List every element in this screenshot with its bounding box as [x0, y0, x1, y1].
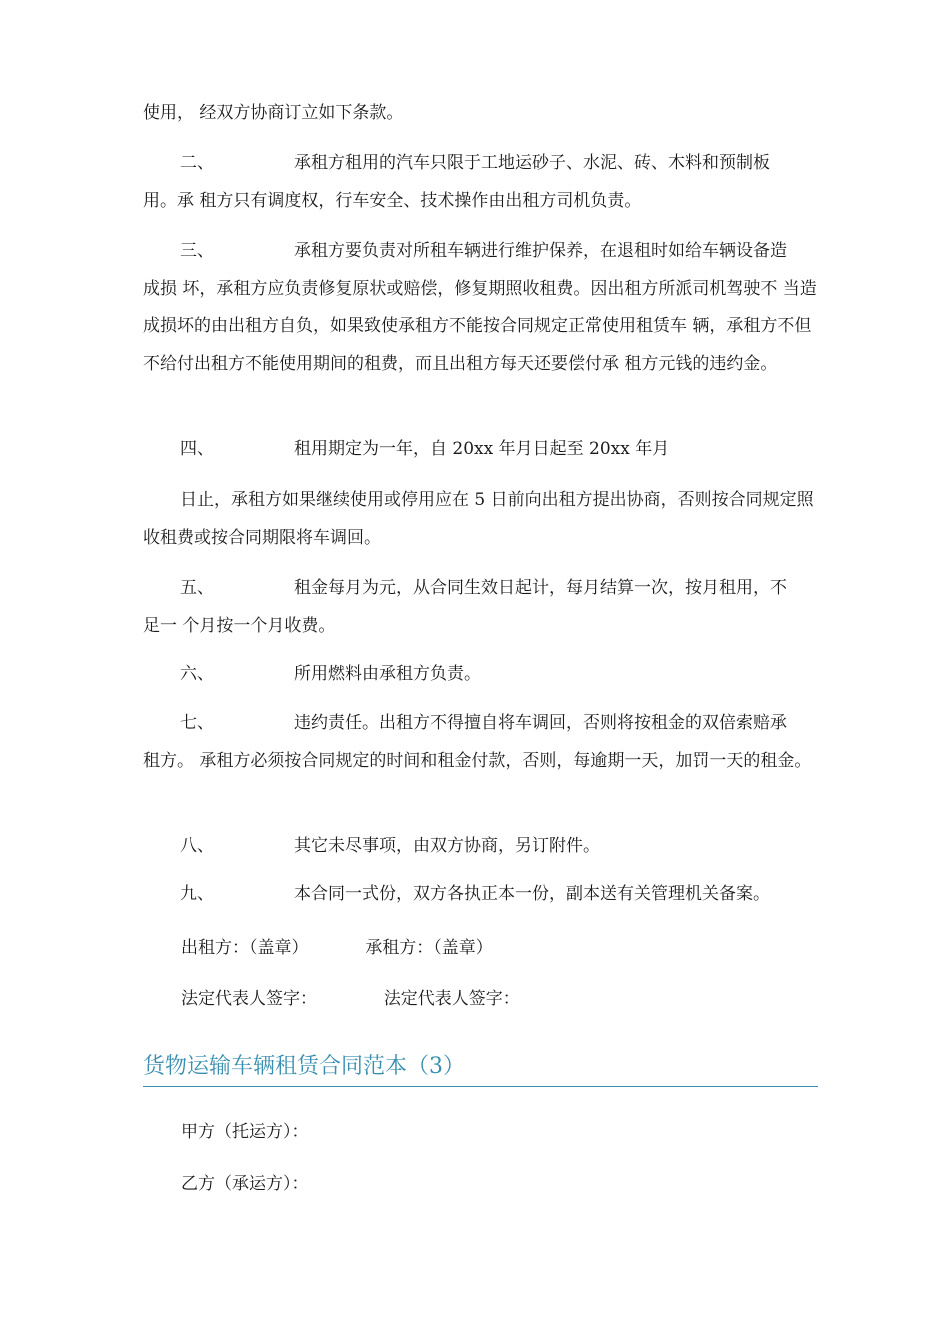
clause-5 [143, 570, 818, 645]
representative-line [181, 984, 520, 1009]
clause-4 [143, 431, 818, 469]
party-a: 甲方（托运方）： [181, 1122, 309, 1142]
clause-6 [143, 656, 818, 694]
lessee-seal: 承租方：（盖章） [365, 938, 493, 958]
clause-7 [143, 705, 818, 780]
clause-first-line: 其它未尽事项，由双方协商，另订附件。 [294, 836, 600, 856]
party-b: 乙方（承运方）： [181, 1174, 309, 1194]
clause-first-line: 承租方租用的汽车只限于工地运砂子、水泥、砖、木料和预制板 [294, 153, 770, 173]
clause-number: 四、 [180, 439, 214, 459]
clause-number: 二、 [180, 153, 214, 173]
clause-2 [143, 145, 818, 220]
clause-first-line: 租金每月为元，从合同生效日起计，每月结算一次，按月租用，不 [294, 578, 787, 598]
clause-rest: 租方。 承租方必须按合同规定的时间和租金付款，否则，每逾期一天，加罚一天的租金。 [143, 750, 812, 771]
clause-number: 八、 [180, 836, 214, 856]
clause-rest: 日止，承租方如果继续使用或停用应在 5 日前向出租方提出协商，否则按合同规定照收租费或按合同期限将车调回。 [143, 490, 814, 548]
clause-number: 三、 [180, 241, 214, 261]
clause-4-continued [143, 482, 818, 557]
clause-number: 七、 [180, 713, 214, 733]
lessee-representative: 法定代表人签字： [383, 989, 520, 1009]
intro-text: 使用， 经双方协商订立如下条款。 [143, 103, 404, 123]
clause-first-line: 所用燃料由承租方负责。 [294, 664, 481, 684]
lessor-representative: 法定代表人签字： [181, 989, 317, 1009]
clause-number: 六、 [180, 664, 214, 684]
seal-line [181, 933, 493, 958]
section-heading: 货物运输车辆租赁合同范本（3） [143, 1049, 818, 1087]
clause-8 [143, 828, 818, 866]
intro-line [143, 95, 818, 133]
clause-rest: 用。承 租方只有调度权，行车安全、技术操作由出租方司机负责。 [143, 190, 642, 211]
clause-number: 五、 [180, 578, 214, 598]
clause-rest: 足一 个月按一个月收费。 [143, 615, 336, 636]
lessor-seal: 出租方：（盖章） [181, 938, 309, 958]
clause-first-line: 租用期定为一年，自 20xx 年月日起至 20xx 年月 [294, 439, 670, 459]
clause-3 [143, 233, 818, 383]
clause-number: 九、 [180, 884, 214, 904]
clause-first-line: 本合同一式份，双方各执正本一份，副本送有关管理机关备案。 [294, 884, 770, 904]
clause-rest: 成损 坏，承租方应负责修复原状或赔偿，修复期照收租费。因出租方所派司机驾驶不 当造成损坏的由出租方自负，如果致使承租方不能按合同规定正常使用租赁车 辆，承租方不但不给付出租方不能使用期间的租费，而且出租方每天还要偿付承 租方元钱的违约金。 [143, 278, 817, 374]
clause-9 [143, 876, 818, 914]
clause-first-line: 违约责任。出租方不得擅自将车调回，否则将按租金的双倍索赔承 [294, 713, 787, 733]
clause-first-line: 承租方要负责对所租车辆进行维护保养，在退租时如给车辆设备造 [294, 241, 787, 261]
